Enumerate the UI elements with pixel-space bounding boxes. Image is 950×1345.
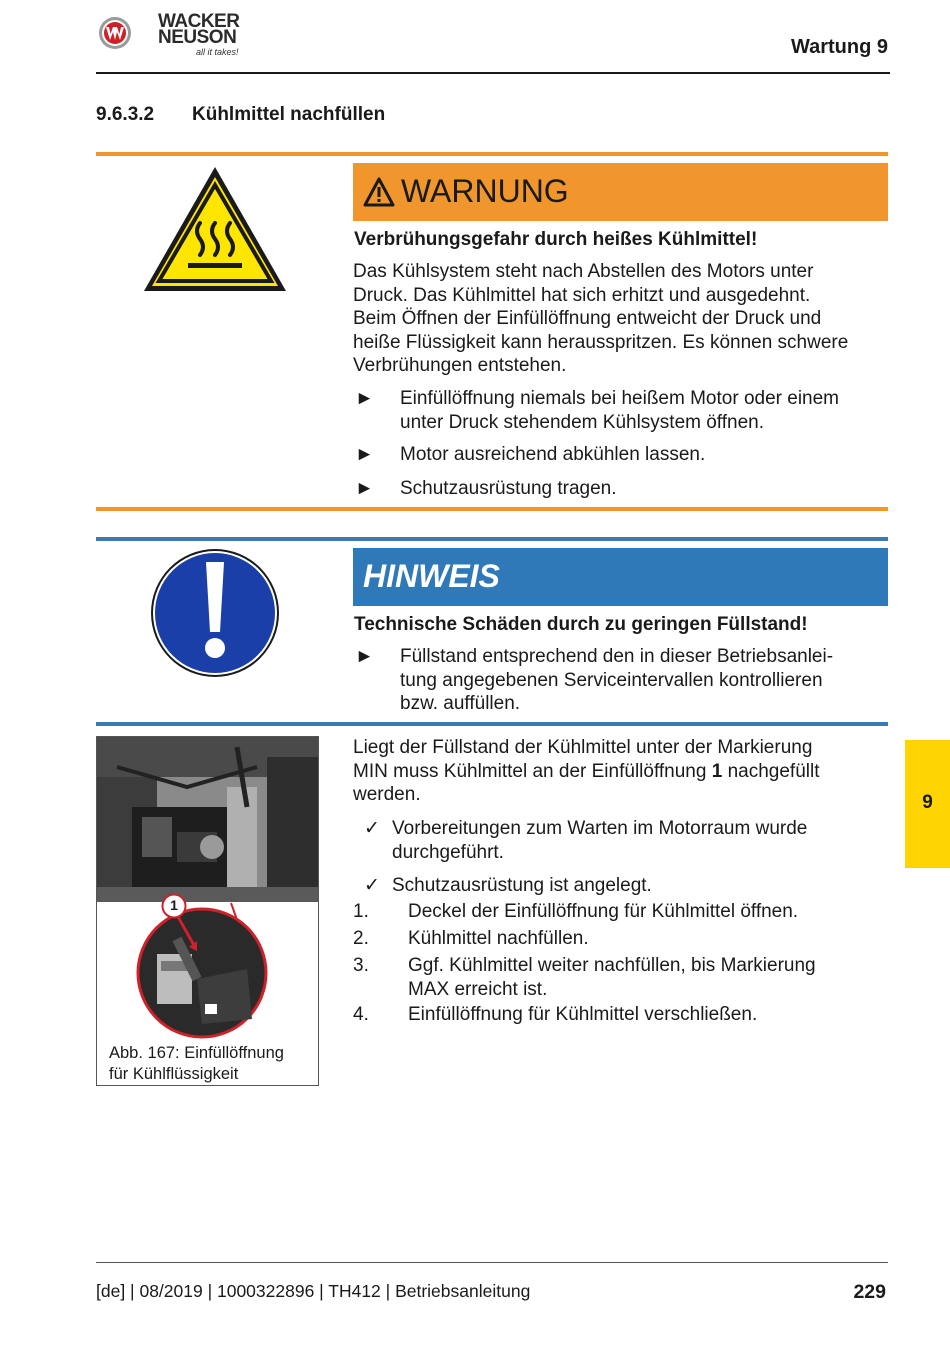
bullet-line: Schutzausrüstung tragen. bbox=[400, 478, 617, 499]
callout-number: 1 bbox=[170, 897, 178, 913]
checkmark-icon: ✓ bbox=[364, 818, 380, 839]
intro-paragraph bbox=[353, 736, 893, 807]
step-line: Kühlmittel nachfüllen. bbox=[408, 928, 589, 949]
step-number: 3. bbox=[353, 955, 369, 976]
precondition-line: Vorbereitungen zum Warten im Motorraum wurde bbox=[392, 818, 808, 839]
warning-body bbox=[353, 260, 888, 378]
step-line: MAX erreicht ist. bbox=[408, 978, 548, 1000]
checkmark-icon: ✓ bbox=[364, 875, 380, 896]
bullet-line: Füllstand entsprechend den in dieser Betriebsanlei- bbox=[400, 646, 834, 667]
hint-heading: Technische Schäden durch zu geringen Füllstand! bbox=[354, 614, 808, 635]
warning-top-rule bbox=[96, 152, 888, 156]
mandatory-exclamation-icon bbox=[150, 548, 280, 678]
caption-line: für Kühlflüssigkeit bbox=[109, 1065, 239, 1083]
chapter-title: Wartung 9 bbox=[790, 36, 888, 58]
footer-info: [de] | 08/2019 | 1000322896 | TH412 | Betriebsanleitung bbox=[96, 1281, 531, 1301]
hint-bullet bbox=[355, 645, 888, 717]
step-line: Deckel der Einfüllöffnung für Kühlmittel öffnen. bbox=[408, 901, 799, 922]
intro-line: Liegt der Füllstand der Kühlmittel unter der Markierung bbox=[353, 737, 813, 758]
intro-line: werden. bbox=[353, 784, 421, 805]
logo-wordmark bbox=[158, 11, 240, 48]
step-number: 2. bbox=[353, 928, 369, 949]
precondition-item bbox=[364, 874, 884, 898]
hot-surface-warning-icon bbox=[140, 163, 290, 295]
bullet-line: Einfüllöffnung niemals bei heißem Motor oder einem bbox=[400, 388, 839, 409]
logo-line1: WACKER bbox=[158, 11, 240, 32]
bullet-arrow-icon: ► bbox=[355, 444, 374, 465]
bullet-arrow-icon: ► bbox=[355, 478, 374, 499]
figure-caption bbox=[109, 1043, 314, 1085]
step-item bbox=[353, 927, 883, 951]
header-divider bbox=[96, 72, 890, 74]
bullet-arrow-icon: ► bbox=[355, 388, 374, 409]
warning-body-line: heiße Flüssigkeit kann herausspritzen. Es können schwere bbox=[353, 331, 849, 353]
bullet-line: unter Druck stehendem Kühlsystem öffnen. bbox=[400, 411, 765, 433]
warning-body-line: Druck. Das Kühlmittel hat sich erhitzt und ausgedehnt. bbox=[353, 284, 811, 306]
caption-line: Abb. 167: Einfüllöffnung bbox=[109, 1044, 284, 1062]
warning-bullet bbox=[355, 387, 888, 435]
warning-body-line: Das Kühlsystem steht nach Abstellen des Motors unter bbox=[353, 261, 814, 282]
intro-text: nachgefüllt bbox=[722, 760, 820, 782]
hint-top-rule bbox=[96, 537, 888, 541]
bullet-line: bzw. auffüllen. bbox=[400, 693, 521, 714]
logo-line2: NEUSON bbox=[158, 27, 237, 48]
step-item bbox=[353, 1003, 883, 1027]
warning-body-line: Beim Öffnen der Einfüllöffnung entweicht der Druck und bbox=[353, 308, 822, 329]
step-line: Ggf. Kühlmittel weiter nachfüllen, bis Markierung bbox=[408, 955, 816, 976]
warning-banner-label: WARNUNG bbox=[401, 173, 569, 209]
warning-bullet bbox=[355, 477, 888, 501]
bullet-arrow-icon: ► bbox=[355, 646, 374, 667]
precondition-line: durchgeführt. bbox=[392, 841, 504, 863]
bullet-line: Motor ausreichend abkühlen lassen. bbox=[400, 444, 706, 465]
wacker-neuson-logo-icon bbox=[98, 16, 132, 50]
chapter-side-tab bbox=[905, 740, 950, 868]
figure-frame bbox=[96, 736, 319, 1086]
intro-line bbox=[353, 760, 893, 784]
section-title-text: Kühlmittel nachfüllen bbox=[192, 104, 386, 125]
intro-text: MIN muss Kühlmittel an der Einfüllöffnung bbox=[353, 760, 712, 782]
warning-triangle-icon bbox=[363, 177, 395, 207]
step-item bbox=[353, 954, 883, 1002]
step-number: 1. bbox=[353, 901, 369, 922]
warning-body-line: Verbrühungen entstehen. bbox=[353, 355, 567, 376]
intro-callout-ref: 1 bbox=[711, 760, 723, 782]
chapter-tab-number: 9 bbox=[922, 792, 933, 813]
step-line: Einfüllöffnung für Kühlmittel verschließen. bbox=[408, 1004, 758, 1025]
section-number: 9.6.3.2 bbox=[96, 104, 155, 125]
callout-badge bbox=[161, 893, 187, 919]
page-number: 229 bbox=[853, 1281, 886, 1303]
section-title bbox=[96, 104, 385, 126]
engine-photo bbox=[97, 737, 318, 902]
warning-heading: Verbrühungsgefahr durch heißes Kühlmittel! bbox=[354, 229, 758, 250]
warning-bottom-rule bbox=[96, 507, 888, 511]
step-item bbox=[353, 900, 883, 924]
bullet-line: tung angegebenen Serviceintervallen kontrollieren bbox=[400, 669, 823, 691]
warning-bullet bbox=[355, 443, 888, 467]
footer-divider bbox=[96, 1262, 888, 1263]
warning-banner bbox=[353, 163, 888, 221]
logo-slogan: all it takes! bbox=[196, 47, 239, 57]
detail-inset bbox=[127, 899, 277, 1039]
hint-banner bbox=[353, 548, 888, 606]
precondition-line: Schutzausrüstung ist angelegt. bbox=[392, 875, 652, 896]
hint-banner-label: HINWEIS bbox=[363, 558, 500, 594]
precondition-item bbox=[364, 817, 884, 865]
hint-bottom-rule bbox=[96, 722, 888, 726]
step-number: 4. bbox=[353, 1004, 369, 1025]
